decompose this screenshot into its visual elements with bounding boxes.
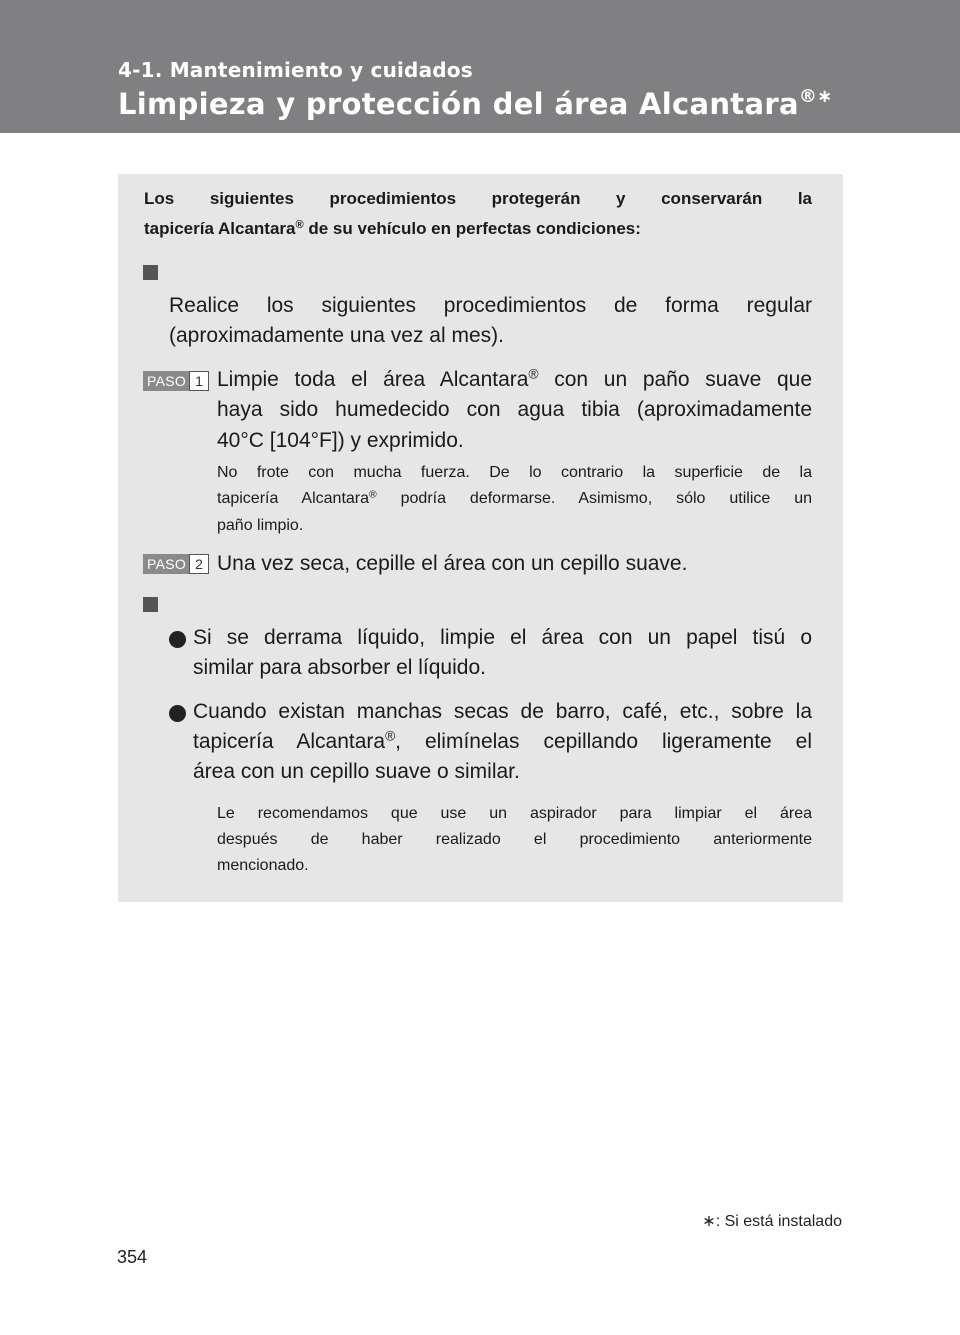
bullet-line: área con un cepillo suave o similar.: [193, 760, 520, 783]
step-line: 40°C [104°F]) y exprimido.: [217, 429, 464, 452]
round-bullet-icon: [169, 631, 186, 648]
body-line: (aproximadamente una vez al mes).: [169, 324, 504, 347]
step-line: Una vez seca, cepille el área con un cepillo suave.: [217, 552, 688, 575]
note-line: tapicería Alcantara® podría deformarse. Asimismo, sólo utilice un: [217, 489, 813, 507]
step-label: PASO: [143, 554, 189, 574]
square-bullet-icon: [143, 265, 158, 280]
intro-line: Los siguientes procedimientos protegerán y conservarán la: [144, 189, 812, 208]
note-line: después de haber realizado el procedimiento anteriormente: [217, 831, 812, 848]
page-title: [118, 86, 833, 121]
step-line: haya sido humedecido con agua tibia (aproximadamente: [217, 398, 812, 421]
section-label: 4-1. Mantenimiento y cuidados: [118, 58, 473, 82]
step-badge: [143, 554, 209, 574]
bullet-line: tapicería Alcantara®, elimínelas cepillando ligeramente el: [193, 728, 813, 753]
registered-mark: ®: [369, 489, 377, 501]
page-number: 354: [117, 1247, 148, 1267]
title-mark: ®∗: [798, 86, 833, 107]
note-line: paño limpio.: [217, 517, 304, 534]
note-line: Le recomendamos que use un aspirador para limpiar el área: [217, 805, 812, 822]
footnote: ∗: Si está instalado: [702, 1213, 842, 1230]
bullet-line: Cuando existan manchas secas de barro, café, etc., sobre la: [193, 700, 812, 723]
step-badge: [143, 371, 209, 391]
square-bullet-icon: [143, 597, 158, 612]
body-line: Realice los siguientes procedimientos de forma regular: [169, 294, 812, 317]
step-number: 1: [189, 371, 209, 391]
registered-mark: ®: [295, 218, 304, 231]
round-bullet-icon: [169, 705, 186, 722]
bullet-line: Si se derrama líquido, limpie el área con un papel tisú o: [193, 626, 812, 649]
content-panel: [118, 174, 843, 902]
chapter-header: [0, 0, 960, 133]
page-title-text: Limpieza y protección del área Alcantara: [118, 87, 799, 121]
step-number: 2: [189, 554, 209, 574]
intro-line: tapicería Alcantara® de su vehículo en perfectas condiciones:: [144, 218, 641, 238]
registered-mark: ®: [385, 728, 396, 744]
note-line: No frote con mucha fuerza. De lo contrario la superficie de la: [217, 464, 812, 481]
note-line: mencionado.: [217, 857, 309, 874]
bullet-line: similar para absorber el líquido.: [193, 656, 486, 679]
step-line: Limpie toda el área Alcantara® con un paño suave que: [217, 366, 812, 391]
step-label: PASO: [143, 371, 189, 391]
registered-mark: ®: [528, 366, 539, 382]
